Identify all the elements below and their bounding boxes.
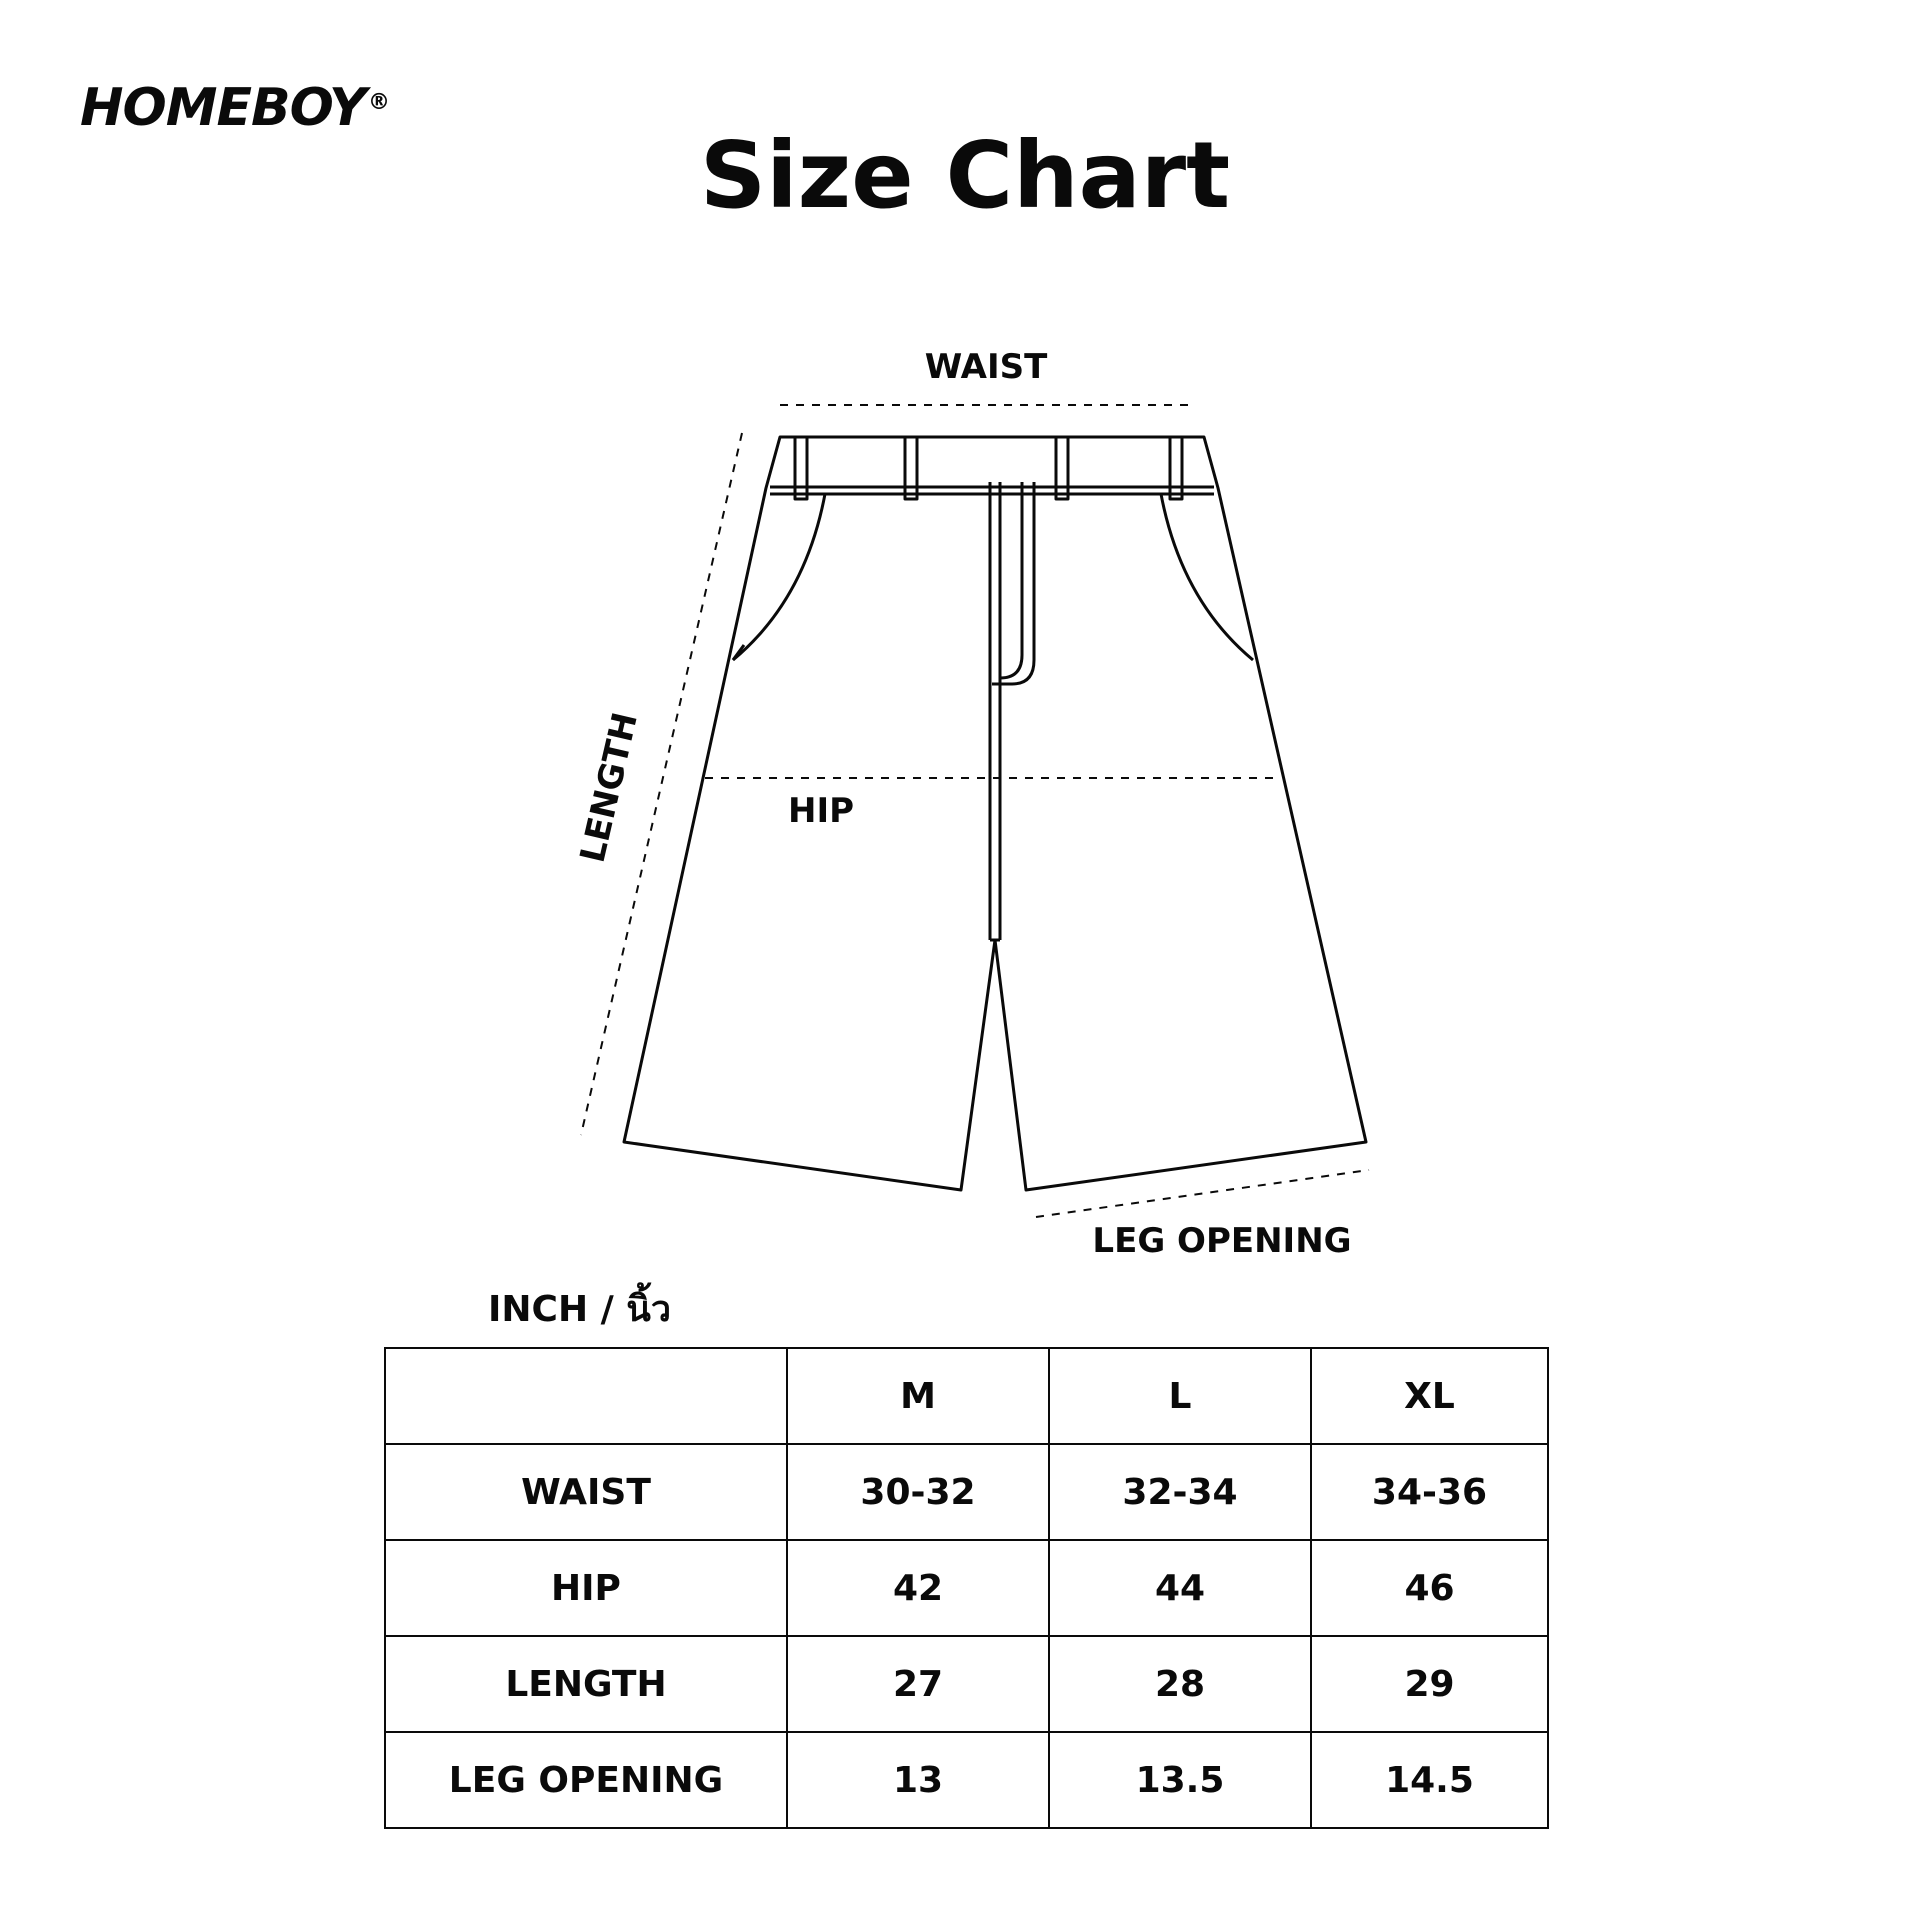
fly-stitch: [1000, 482, 1022, 678]
belt-loop: [1170, 437, 1182, 499]
table-cell: 13: [787, 1732, 1049, 1828]
hip-label: HIP: [788, 791, 855, 831]
table-row-hip: [385, 1540, 1548, 1636]
page-title: Size Chart: [699, 122, 1231, 229]
registered-mark: ®: [368, 90, 390, 115]
row-label: LENGTH: [385, 1636, 787, 1732]
table-cell: 46: [1311, 1540, 1548, 1636]
table-cell: 14.5: [1311, 1732, 1548, 1828]
row-label: WAIST: [385, 1444, 787, 1540]
row-label: LEG OPENING: [385, 1732, 787, 1828]
unit-label: INCH / นิ้ว: [488, 1289, 672, 1330]
table-row-length: [385, 1636, 1548, 1732]
table-cell: 32-34: [1049, 1444, 1311, 1540]
belt-loop: [905, 437, 917, 499]
fly-stitch-outer: [992, 482, 1034, 684]
table-cell: 34-36: [1311, 1444, 1548, 1540]
table-row-leg-opening: [385, 1732, 1548, 1828]
waist-label: WAIST: [924, 347, 1048, 387]
belt-loop: [1056, 437, 1068, 499]
table-cell: 27: [787, 1636, 1049, 1732]
header-cell: [385, 1348, 787, 1444]
header-cell-m: M: [787, 1348, 1049, 1444]
header-cell-xl: XL: [1311, 1348, 1548, 1444]
brand-logo: HOMEBOY: [80, 78, 366, 138]
header-cell-l: L: [1049, 1348, 1311, 1444]
table-cell: 30-32: [787, 1444, 1049, 1540]
shorts-outline: [624, 437, 1366, 1190]
leg-opening-label: LEG OPENING: [1092, 1221, 1352, 1261]
table-row-waist: [385, 1444, 1548, 1540]
table-cell: 28: [1049, 1636, 1311, 1732]
length-label: LENGTH: [572, 708, 646, 867]
table-cell: 42: [787, 1540, 1049, 1636]
table-cell: 13.5: [1049, 1732, 1311, 1828]
table-cell: 44: [1049, 1540, 1311, 1636]
table-header-row: [385, 1348, 1548, 1444]
row-label: HIP: [385, 1540, 787, 1636]
leg-opening-measure-line: [1036, 1170, 1369, 1217]
size-table: [384, 1347, 1549, 1829]
table-cell: 29: [1311, 1636, 1548, 1732]
belt-loop: [795, 437, 807, 499]
